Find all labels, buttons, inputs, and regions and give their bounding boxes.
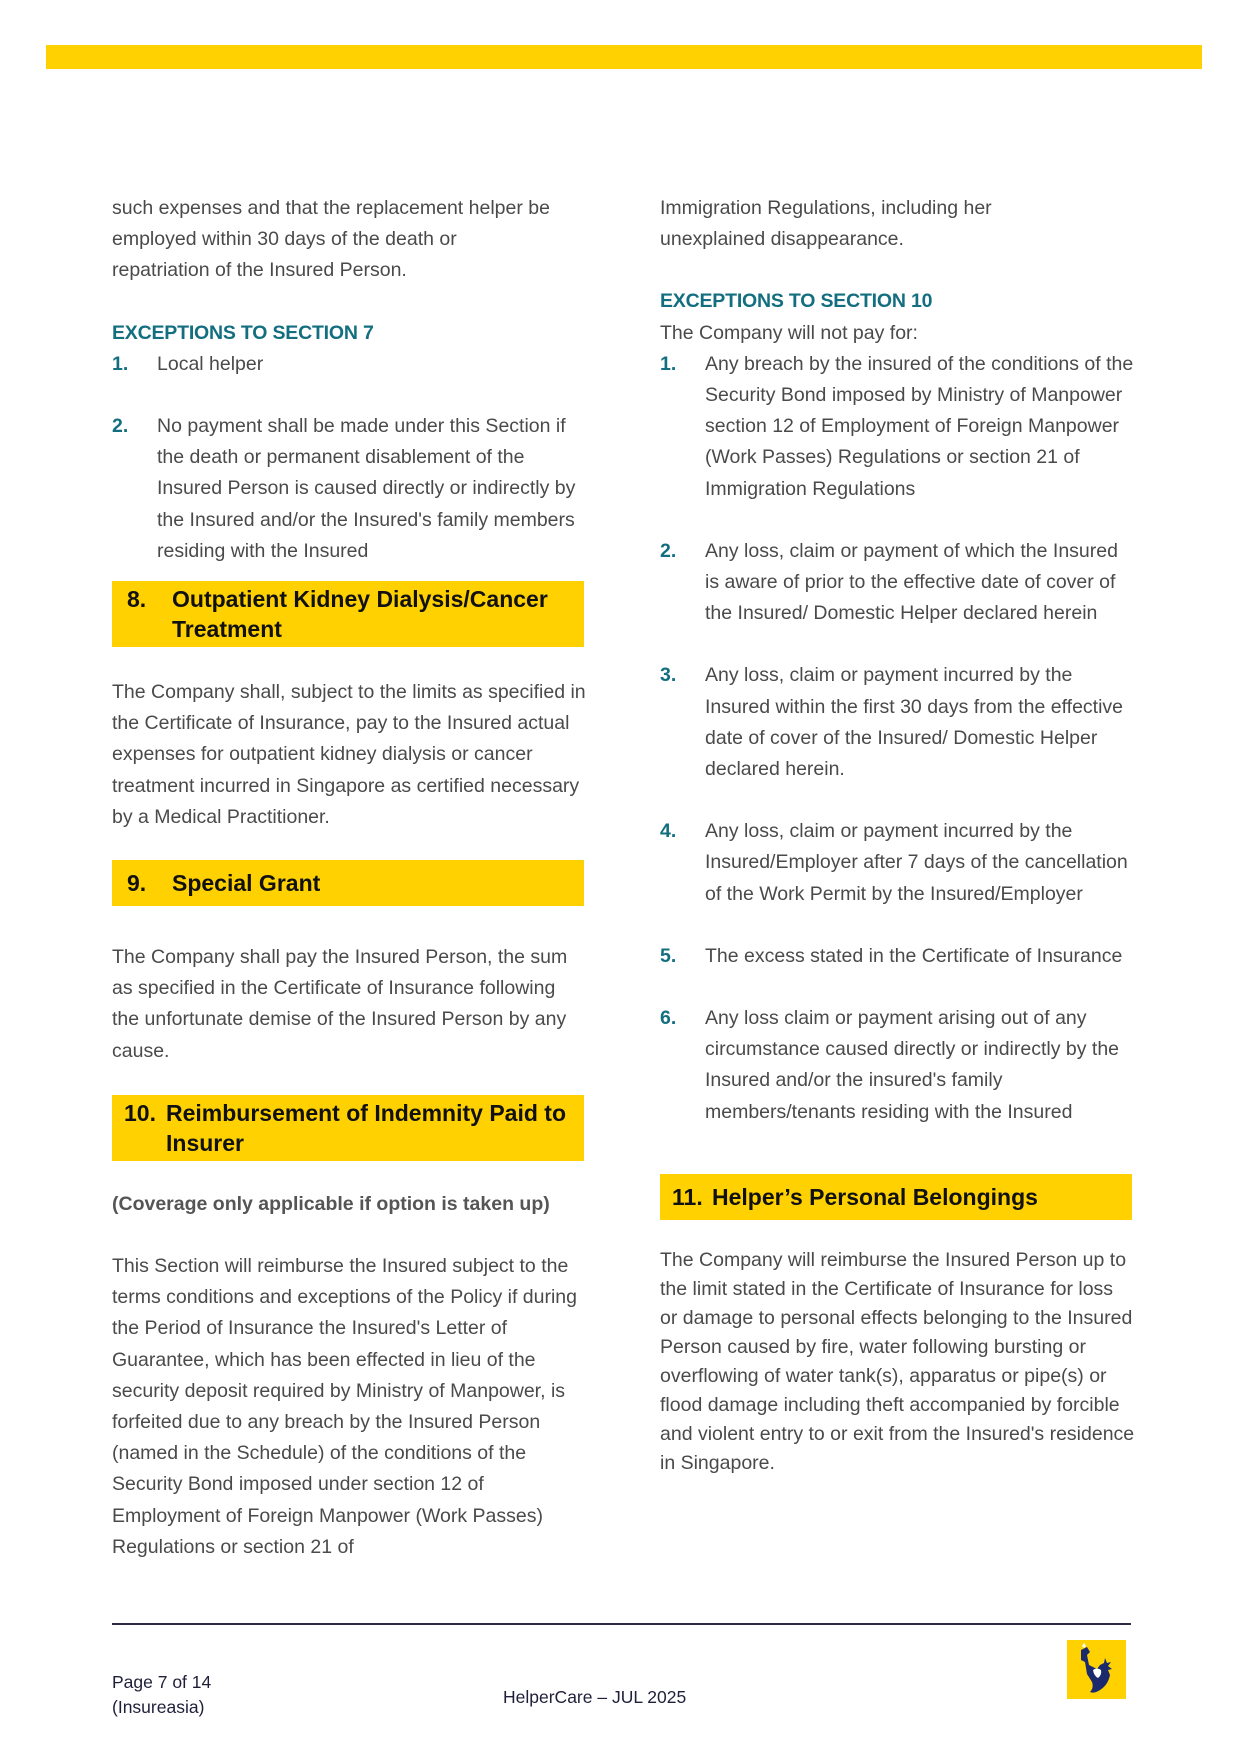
item-text: Any loss, claim or payment incurred by the Insured/Employer after 7 days of the cancellation of the Work Permit by the Insured/Employer: [705, 820, 1128, 905]
exceptions-10-lead: The Company will not pay for:: [660, 321, 918, 344]
text-line: such expenses and that the replacement helper be: [112, 197, 550, 219]
text-line: employed within 30 days of the death or: [112, 228, 457, 251]
section-number: 8.: [127, 586, 147, 613]
section-number: 10.: [124, 1099, 156, 1126]
section-title: Reimbursement of Indemnity Paid to Insurer: [166, 1099, 566, 1156]
text-line: repatriation of the Insured Person.: [112, 259, 407, 282]
list-item: [660, 660, 1135, 785]
section-number: 9.: [127, 870, 147, 897]
list-item: [660, 816, 1135, 910]
company-name: (Insureasia): [112, 1697, 205, 1717]
item-number: 5.: [660, 944, 677, 967]
footer-page-info: [112, 1670, 211, 1720]
item-text: Any loss claim or payment arising out of any circumstance caused directly or indirectly by the Insured and/or the insured's family members/tenants residing with the Insured: [705, 1007, 1120, 1123]
item-text: Local helper: [157, 352, 264, 375]
section-10-note: (Coverage only applicable if option is taken up): [112, 1192, 550, 1215]
exceptions-7-heading: EXCEPTIONS TO SECTION 7: [112, 321, 374, 344]
item-number: 2.: [112, 415, 129, 438]
item-number: 2.: [660, 539, 677, 562]
list-item: [660, 941, 1135, 972]
section-9-heading: [112, 860, 584, 906]
item-text: Any loss, claim or payment incurred by the Insured within the first 30 days from the effective date of cover of the Insured/ Domestic Helper declared herein.: [705, 664, 1124, 781]
section-11-body: The Company will reimburse the Insured Person up to the limit stated in the Certificate of Insurance for loss or damage to personal effects belonging to the Insured Person caused by fire, water following bursting or overflowing of water tank(s), apparatus or pipe(s) or flood damage including theft accompanied by forcible and violent entry to or exit from the Insured's residence in Singapore.: [660, 1248, 1135, 1474]
section-9-body: The Company shall pay the Insured Person, the sum as specified in the Certificate of Insurance following the unfortunate demise of the Insured Person by any cause.: [112, 946, 568, 1062]
item-text: Any breach by the insured of the conditions of the Security Bond imposed by Ministry of Manpower section 12 of Employment of Foreign Manpower (Work Passes) Regulations or section 21 of Immigration Regulations: [705, 352, 1134, 500]
page-number: Page 7 of 14: [112, 1672, 212, 1692]
exceptions-10-list: [660, 349, 1135, 1128]
right-column: [660, 193, 1135, 1478]
exceptions-7-list: [112, 349, 587, 567]
section-number: 11.: [672, 1183, 703, 1210]
item-number: 3.: [660, 664, 677, 687]
left-column: [112, 193, 587, 1563]
list-item: [660, 536, 1135, 630]
section-8-heading: [112, 581, 584, 647]
item-number: 1.: [660, 352, 677, 375]
item-number: 6.: [660, 1007, 677, 1030]
header-brand-bar: [46, 45, 1202, 69]
section-title: Special Grant: [172, 870, 321, 897]
item-text: The excess stated in the Certificate of Insurance: [705, 944, 1123, 967]
item-text: No payment shall be made under this Section if the death or permanent disablement of the Insured Person is caused directly or indirectly by the Insured and/or the Insured's family members residing with the Insured: [157, 415, 576, 562]
item-number: 4.: [660, 820, 677, 843]
list-item: [660, 349, 1135, 505]
section-11-heading: [660, 1174, 1132, 1220]
list-item: [112, 349, 587, 380]
section-title: Outpatient Kidney Dialysis/Cancer Treatment: [172, 586, 548, 643]
item-text: Any loss, claim or payment of which the Insured is aware of prior to the effective date of cover of the Insured/ Domestic Helper declared herein: [705, 539, 1118, 625]
continued-text: [112, 193, 587, 287]
section-8-body: The Company shall, subject to the limits as specified in the Certificate of Insurance, pay to the Insured actual expenses for outpatient kidney dialysis or cancer treatment incurred in Singapore as certified necessary by a Medical Practitioner.: [112, 681, 586, 828]
footer-product: HelperCare – JUL 2025: [503, 1687, 687, 1707]
statue-of-liberty-logo-icon: [1067, 1640, 1126, 1699]
item-number: 1.: [112, 352, 129, 375]
exceptions-10-heading: EXCEPTIONS TO SECTION 10: [660, 290, 933, 313]
continued-text: Immigration Regulations, including her unexplained disappearance.: [660, 197, 992, 251]
list-item: [660, 1003, 1135, 1128]
section-title: Helper’s Personal Belongings: [712, 1183, 1038, 1210]
footer-divider: [112, 1623, 1131, 1625]
list-item: [112, 411, 587, 567]
section-10-heading: [112, 1095, 584, 1161]
section-10-body: This Section will reimburse the Insured subject to the terms conditions and exceptions of the Policy if during the Period of Insurance the Insured's Letter of Guarantee, which has been effected in lieu of the security deposit required by Ministry of Manpower, is forfeited due to any breach by the Insured Person (named in the Schedule) of the conditions of the Security Bond imposed under section 12 of Employment of Foreign Manpower (Work Passes) Regulations or section 21 of: [112, 1255, 578, 1558]
